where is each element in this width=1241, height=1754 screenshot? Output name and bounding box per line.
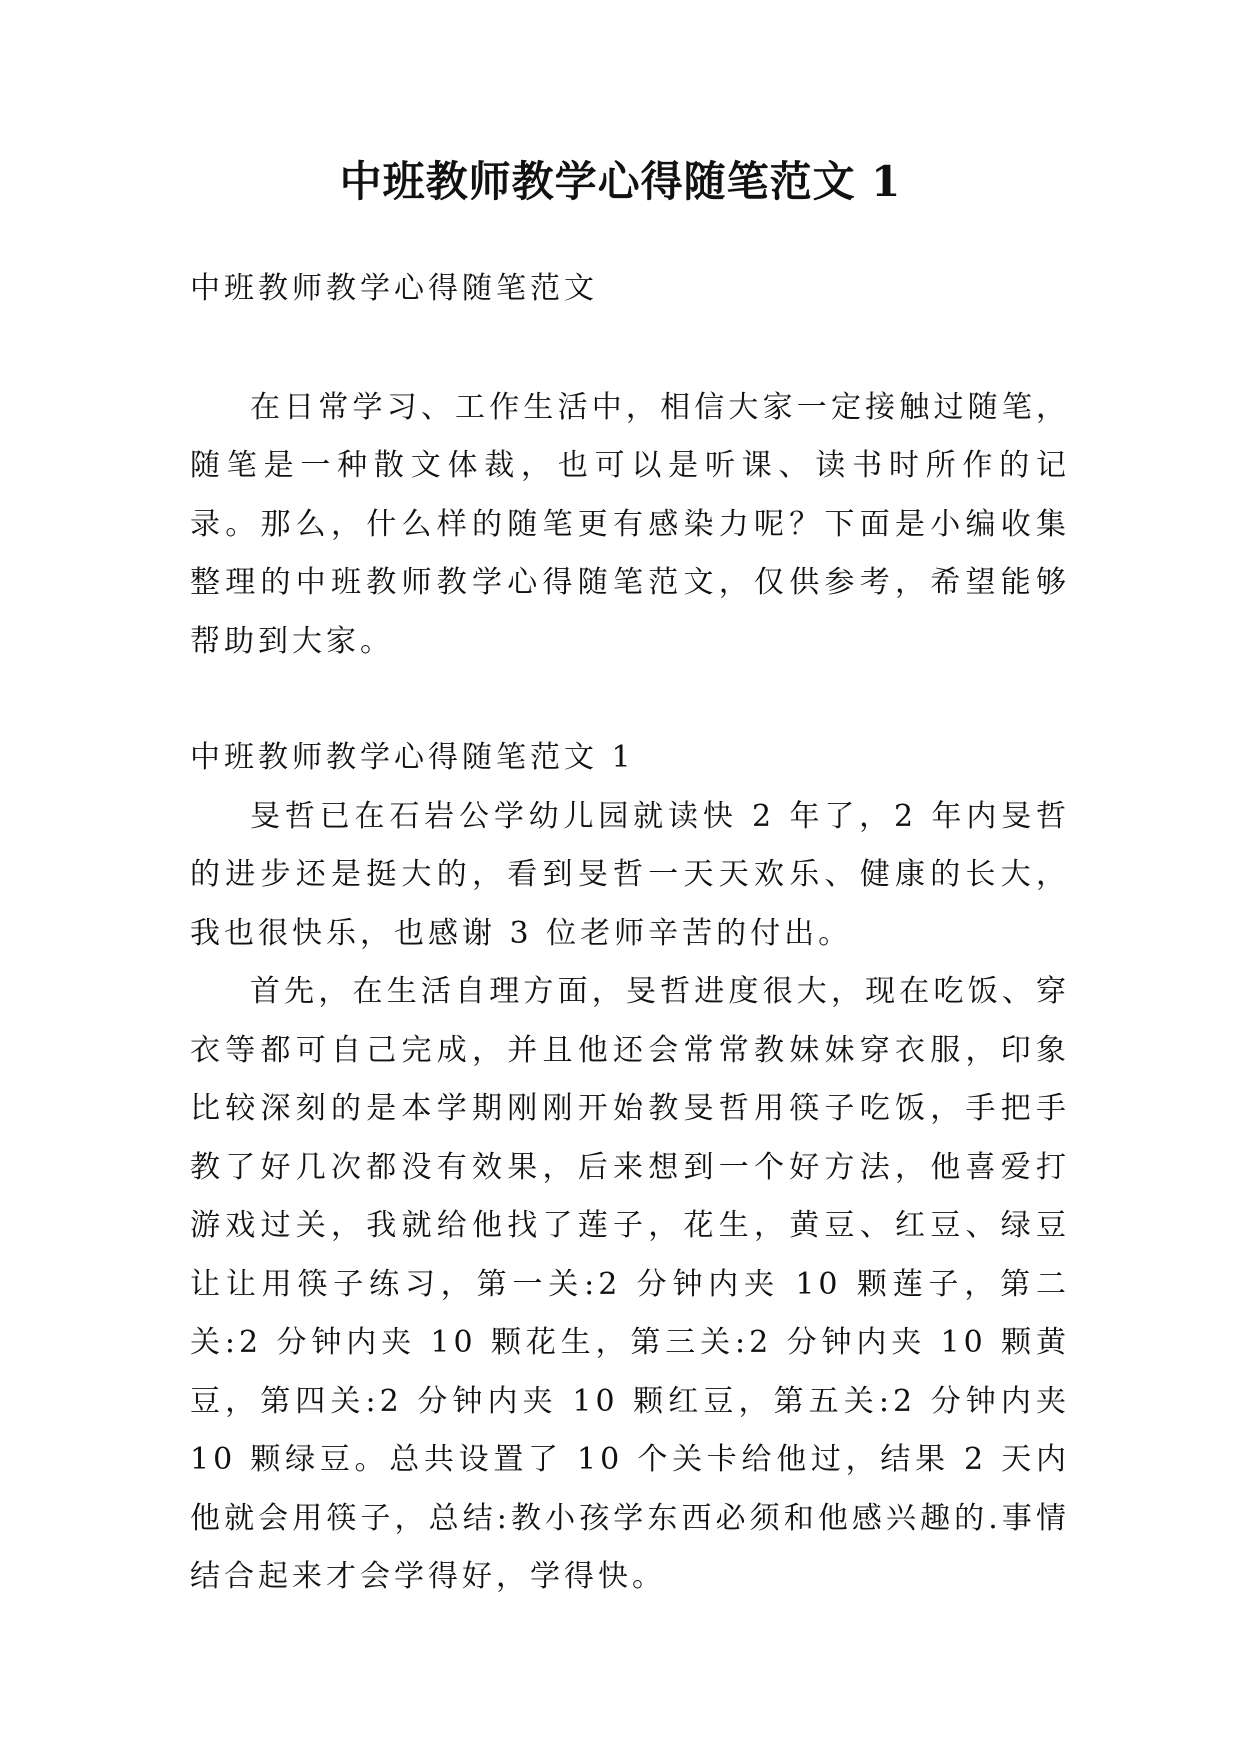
section-heading: 中班教师教学心得随笔范文 1 <box>190 740 635 775</box>
document-title: 中班教师教学心得随笔范文 1 <box>339 157 902 206</box>
body-paragraph: 旻哲已在石岩公学幼儿园就读快 2 年了，2 年内旻哲的进步还是挺大的，看到旻哲一天天欢乐、健康的长大，我也很快乐，也感谢 3 位老师辛苦的付出。 <box>190 798 1070 951</box>
intro-paragraph: 在日常学习、工作生活中，相信大家一定接触过随笔，随笔是一种散文体裁，也可以是听课、读书时所作的记录。那么，什么样的随笔更有感染力呢？下面是小编收集整理的中班教师教学心得随笔范文，仅供参考，希望能够帮助到大家。 <box>190 389 1070 659</box>
spacer <box>190 671 1070 729</box>
document-subtitle: 中班教师教学心得随笔范文 <box>190 271 598 306</box>
body-paragraph: 首先，在生活自理方面，旻哲进度很大，现在吃饭、穿衣等都可自己完成，并且他还会常常教妹妹穿衣服，印象比较深刻的是本学期刚刚开始教旻哲用筷子吃饭，手把手教了好几次都没有效果，后来想到一个好方法，他喜爱打游戏过关，我就给他找了莲子，花生，黄豆、红豆、绿豆让让用筷子练习，第一关:2 分钟内夹 10 颗莲子，第二关:2 分钟内夹 10 颗花生，第三关:2 分钟内夹 10 颗黄豆，第四关:2 分钟内夹 10 颗红豆，第五关:2 分钟内夹 10 颗绿豆。总共设置了 10 个关卡给他过，结果 2 天内他就会用筷子，总结:教小孩学东西必须和他感兴趣的.事情结合起来才会学得好，学得快。 <box>190 974 1070 1594</box>
document-body <box>190 260 1070 1607</box>
spacer <box>190 319 1070 379</box>
